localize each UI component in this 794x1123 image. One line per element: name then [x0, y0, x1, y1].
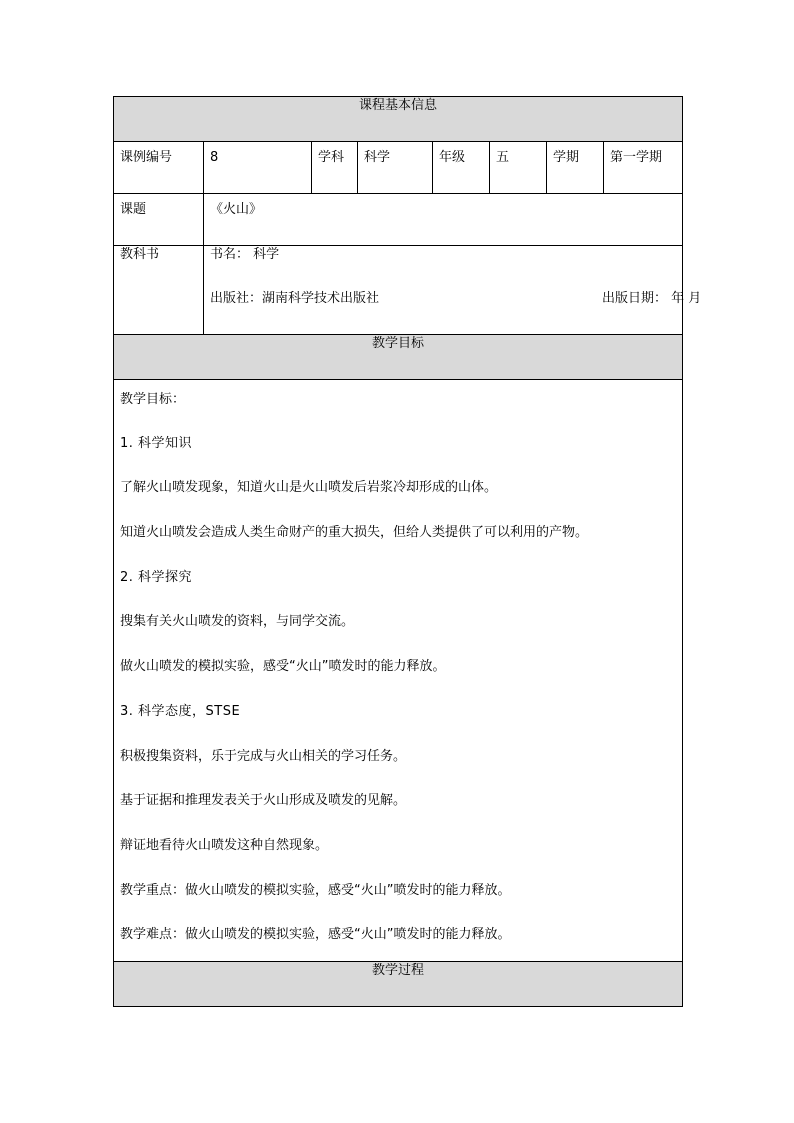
objective-item: 知道火山喷发会造成人类生命财产的重大损失，但给人类提供了可以利用的产物。 [120, 525, 589, 541]
grade-label: 年级 [433, 142, 490, 194]
objective-item: 了解火山喷发现象，知道火山是火山喷发后岩浆冷却形成的山体。 [120, 480, 498, 496]
subject-label: 学科 [312, 142, 358, 194]
objective-item: 基于证据和推理发表关于火山形成及喷发的见解。 [120, 793, 407, 809]
objective-item: 做火山喷发的模拟实验，感受“火山”喷发时的能力释放。 [120, 659, 446, 675]
objective-section-inquiry: 2. 科学探究 [120, 569, 193, 585]
publish-date: 出版日期： 年 月 [602, 291, 702, 306]
grade-value: 五 [490, 142, 547, 194]
textbook-label: 教科书 [114, 246, 204, 335]
section-process: 教学过程 [114, 961, 683, 1006]
section-basic-info: 课程基本信息 [114, 97, 683, 142]
term-label: 学期 [547, 142, 604, 194]
objectives-content [114, 380, 683, 962]
case-number-label: 课例编号 [114, 142, 204, 194]
section-objectives: 教学目标 [114, 335, 683, 380]
subject-value: 科学 [358, 142, 433, 194]
publisher-row [210, 290, 702, 334]
objectives-heading: 教学目标： [120, 392, 186, 407]
lesson-plan-table [113, 96, 702, 1007]
objectives-list [120, 380, 676, 961]
topic-label: 课题 [114, 194, 204, 246]
key-point: 教学重点：做火山喷发的模拟实验，感受“火山”喷发时的能力释放。 [120, 882, 511, 898]
case-number-value: 8 [204, 142, 312, 194]
objective-section-attitude: 3. 科学态度，STSE [120, 703, 241, 719]
objective-section-knowledge: 1. 科学知识 [120, 435, 193, 451]
term-value: 第一学期 [604, 142, 683, 194]
topic-value: 《火山》 [204, 194, 683, 246]
objective-item: 积极搜集资料，乐于完成与火山相关的学习任务。 [120, 748, 407, 764]
textbook-info [204, 246, 702, 335]
difficult-point: 教学难点：做火山喷发的模拟实验，感受“火山”喷发时的能力释放。 [120, 927, 511, 943]
publisher: 出版社：湖南科学技术出版社 [210, 291, 380, 306]
objective-item: 搜集有关火山喷发的资料，与同学交流。 [120, 614, 355, 630]
book-name: 书名： 科学 [210, 247, 280, 262]
objective-item: 辩证地看待火山喷发这种自然现象。 [120, 837, 329, 853]
